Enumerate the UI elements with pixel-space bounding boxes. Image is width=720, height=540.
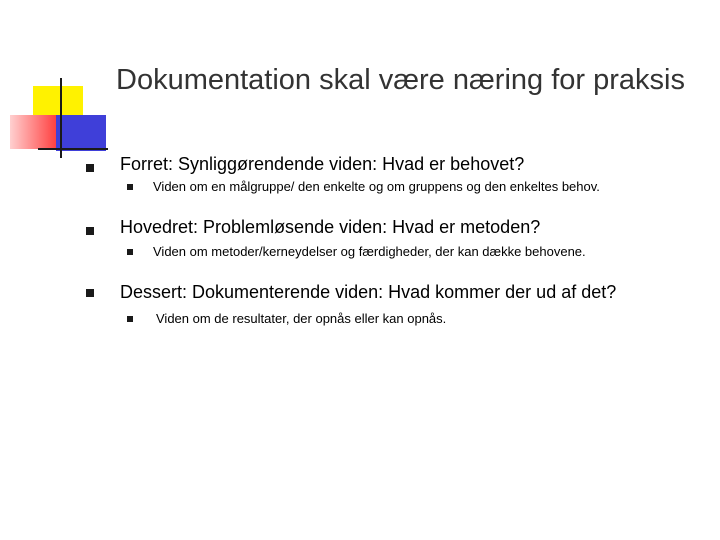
bullet-sub-2: Viden om metoder/kerneydelser og færdigheder, der kan dække behovene. [153,244,586,259]
bullet-icon [86,289,94,297]
slide-title: Dokumentation skal være næring for praksis [116,64,685,96]
bullet-sub-3: Viden om de resultater, der opnås eller kan opnås. [156,311,447,326]
horizontal-rule [38,148,108,150]
sub-bullet-icon [127,184,133,190]
bullet-heading-2: Hovedret: Problemløsende viden: Hvad er metoden? [120,217,541,237]
vertical-rule [60,78,62,158]
bullet-icon [86,227,94,235]
sub-bullet-icon [127,249,133,255]
red-square [10,115,58,149]
blue-square [56,115,106,151]
bullet-heading-3: Dessert: Dokumenterende viden: Hvad kommer der ud af det? [120,282,617,302]
bullet-icon [86,164,94,172]
slide-logo-graphic [0,0,120,170]
sub-bullet-icon [127,316,133,322]
bullet-heading-1: Forret: Synliggørendende viden: Hvad er behovet? [120,154,525,174]
bullet-sub-1: Viden om en målgruppe/ den enkelte og om gruppens og den enkeltes behov. [153,179,600,194]
